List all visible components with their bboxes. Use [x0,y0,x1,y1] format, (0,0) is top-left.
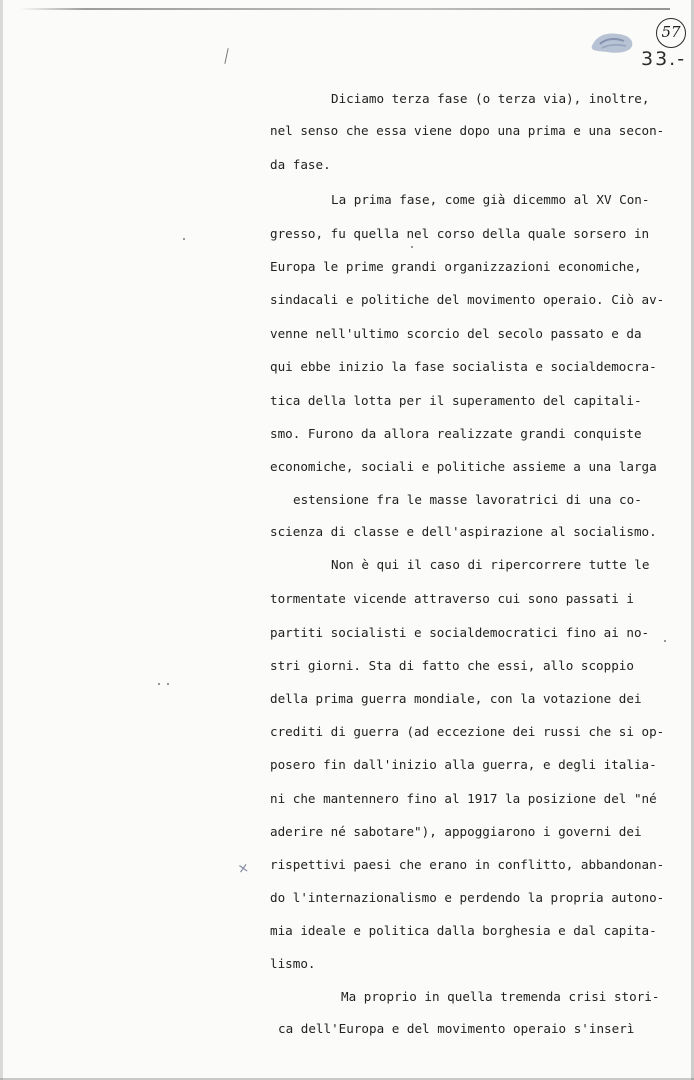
margin-tick-mark [224,48,228,64]
text-line: nel senso che essa viene dopo una prima e una secon- [270,123,665,138]
text-line: crediti di guerra (ad eccezione dei russi che si op- [270,724,665,739]
text-line: Non è qui il caso di ripercorrere tutte le [331,557,650,572]
text-line: lismo. [270,956,316,971]
folio-number-circled: 57 [656,18,686,48]
text-line: da fase. [270,157,331,172]
margin-dot-mark [158,683,160,685]
margin-dot-mark [411,246,413,248]
blue-ink-stamp-mark [588,26,636,56]
text-line: scienza di classe e dell'aspirazione al socialismo. [270,524,657,539]
text-line: qui ebbe inizio la fase socialista e socialdemocra- [270,359,657,374]
text-line: aderire né sabotare"), appoggiarono i governi dei [270,824,642,839]
text-line: ni che mantennero fino al 1917 la posizione del "né [270,791,657,806]
text-line: Europa le prime grandi organizzazioni economiche, [270,259,642,274]
text-line: partiti socialisti e socialdemocratici fino ai no- [270,625,650,640]
margin-dot-mark [167,683,169,685]
text-line: smo. Furono da allora realizzate grandi conquiste [270,426,642,441]
text-line: gresso, fu quella nel corso della quale sorsero in [270,226,650,241]
text-line: stri giorni. Sta di fatto che essi, allo scoppio [270,658,634,673]
text-line: mia ideale e politica dalla borghesia e dal capita- [270,923,657,938]
page-number: 33.- [641,48,687,70]
text-line: La prima fase, come già dicemmo al XV Con- [331,192,650,207]
text-line: ca dell'Europa e del movimento operaio s'inserì [278,1021,635,1036]
page-left-edge [0,0,3,1080]
page-top-edge [20,8,670,10]
margin-dot-mark [664,640,666,642]
text-line: venne nell'ultimo scorcio del secolo passato e da [270,326,642,341]
text-line: tica della lotta per il superamento del capitali- [270,393,642,408]
text-line: do l'internazionalismo e perdendo la propria autono- [270,890,665,905]
text-line: sindacali e politiche del movimento operaio. Ciò av- [270,292,665,307]
text-line: Ma proprio in quella tremenda crisi stori- [341,989,660,1004]
text-line: Diciamo terza fase (o terza via), inoltre, [331,91,650,106]
text-line: economiche, sociali e politiche assieme a una larga [270,459,657,474]
text-line: rispettivi paesi che erano in conflitto, abbandonan- [270,857,665,872]
text-line: tormentate vicende attraverso cui sono passati i [270,591,634,606]
text-line: posero fin dall'inizio alla guerra, e degli italia- [270,757,657,772]
margin-dot-mark [183,238,185,240]
text-line: della prima guerra mondiale, con la votazione dei [270,691,642,706]
margin-x-mark: ✕ [236,861,251,878]
text-line: estensione fra le masse lavoratrici di una co- [293,492,642,507]
